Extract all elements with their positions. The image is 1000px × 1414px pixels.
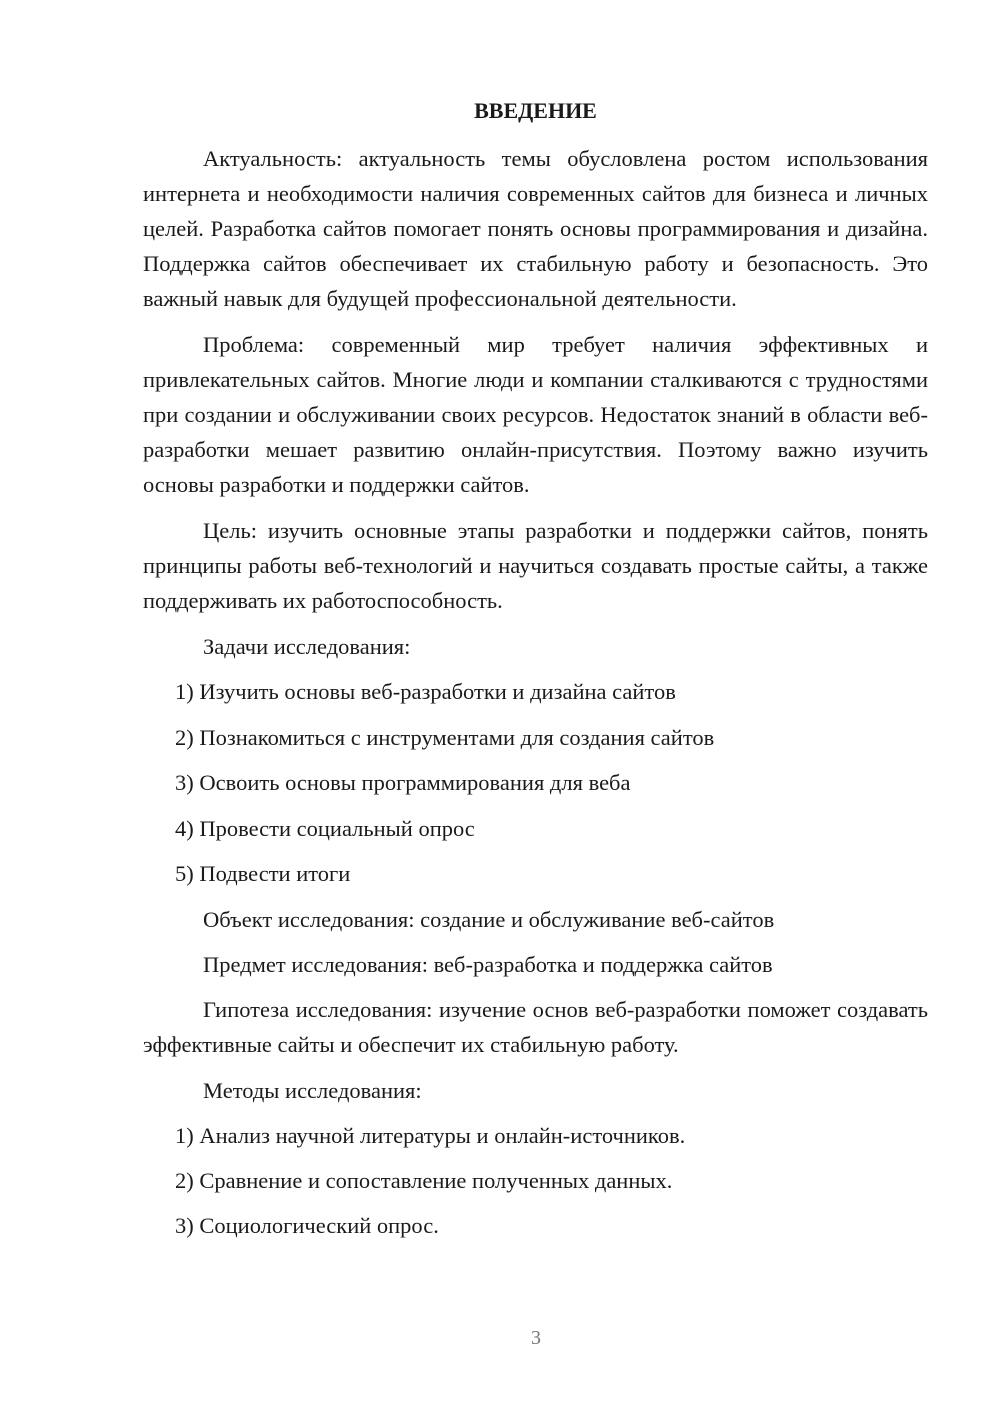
research-subject: Предмет исследования: веб-разработка и поддержка сайтов xyxy=(203,951,773,977)
methods-list xyxy=(143,1118,928,1243)
relevance-paragraph: Актуальность: актуальность темы обусловлена ростом использования интернета и необходимости наличия современных сайтов для бизнеса и личных целей. Разработка сайтов помогает понять основы программирования и дизайна. Поддержка сайтов обеспечивает их стабильную работу и безопасность. Это важный навык для будущей профессиональной деятельности. xyxy=(143,146,928,311)
section-title: ВВЕДЕНИЕ xyxy=(474,98,597,123)
method-item: 2) Сравнение и сопоставление полученных данных. xyxy=(175,1167,673,1193)
page-number: 3 xyxy=(531,1327,541,1349)
task-item: 3) Освоить основы программирования для веба xyxy=(175,770,631,795)
task-item: 2) Познакомиться с инструментами для создания сайтов xyxy=(175,724,715,750)
method-item: 3) Социологический опрос. xyxy=(175,1212,439,1238)
task-item: 4) Провести социальный опрос xyxy=(175,815,475,841)
goal-paragraph: Цель: изучить основные этапы разработки и поддержки сайтов, понять принципы работы веб-технологий и научиться создавать простые сайты, а также поддерживать их работоспособность. xyxy=(143,518,928,613)
method-item: 1) Анализ научной литературы и онлайн-источников. xyxy=(175,1122,686,1148)
page-content xyxy=(143,93,928,1253)
task-item: 1) Изучить основы веб-разработки и дизайна сайтов xyxy=(175,679,676,704)
tasks-list xyxy=(143,674,928,891)
research-object: Объект исследования: создание и обслуживание веб-сайтов xyxy=(203,906,775,932)
hypothesis-paragraph: Гипотеза исследования: изучение основ веб-разработки поможет создавать эффективные сайты и обеспечит их стабильную работу. xyxy=(143,996,928,1057)
methods-heading: Методы исследования: xyxy=(203,1077,422,1103)
tasks-heading: Задачи исследования: xyxy=(203,634,411,659)
task-item: 5) Подвести итоги xyxy=(175,861,351,886)
problem-paragraph: Проблема: современный мир требует наличия эффективных и привлекательных сайтов. Многие люди и компании сталкиваются с трудностями при создании и обслуживании своих ресурсов. Недостаток знаний в области веб-разработки мешает развитию онлайн-присутствия. Поэтому важно изучить основы разработки и поддержки сайтов. xyxy=(143,332,928,497)
